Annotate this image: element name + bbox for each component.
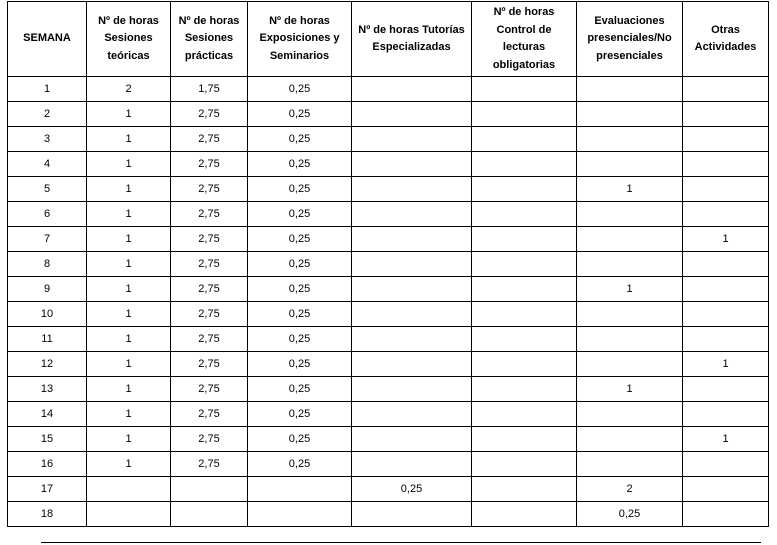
cell-sesiones-teoricas: 1	[87, 202, 171, 227]
cell-sesiones-practicas: 2,75	[171, 227, 248, 252]
cell-control-lecturas	[472, 202, 577, 227]
cell-sesiones-practicas: 2,75	[171, 152, 248, 177]
cell-sesiones-teoricas: 1	[87, 302, 171, 327]
cell-exposiciones-seminarios: 0,25	[248, 102, 352, 127]
cell-otras-actividades: 1	[683, 352, 769, 377]
cell-tutorias-especializadas	[352, 452, 472, 477]
cell-otras-actividades	[683, 177, 769, 202]
cell-evaluaciones: 1	[577, 377, 683, 402]
cell-sesiones-teoricas: 1	[87, 377, 171, 402]
cell-exposiciones-seminarios: 0,25	[248, 352, 352, 377]
cell-sesiones-practicas: 2,75	[171, 327, 248, 352]
cell-control-lecturas	[472, 427, 577, 452]
cell-evaluaciones	[577, 452, 683, 477]
cell-semana: 3	[8, 127, 87, 152]
cell-tutorias-especializadas	[352, 177, 472, 202]
cell-otras-actividades	[683, 477, 769, 502]
table-row	[8, 402, 769, 427]
cell-semana: 17	[8, 477, 87, 502]
cell-tutorias-especializadas	[352, 127, 472, 152]
cell-otras-actividades: 1	[683, 427, 769, 452]
table-row	[8, 452, 769, 477]
cell-otras-actividades	[683, 202, 769, 227]
cell-sesiones-practicas	[171, 502, 248, 527]
table-row	[8, 152, 769, 177]
cell-otras-actividades	[683, 402, 769, 427]
cell-exposiciones-seminarios: 0,25	[248, 327, 352, 352]
cell-semana: 2	[8, 102, 87, 127]
table-row	[8, 177, 769, 202]
cell-sesiones-practicas: 2,75	[171, 102, 248, 127]
cell-otras-actividades	[683, 302, 769, 327]
cell-sesiones-teoricas: 1	[87, 127, 171, 152]
table-row	[8, 377, 769, 402]
cell-sesiones-practicas: 2,75	[171, 277, 248, 302]
cell-semana: 1	[8, 77, 87, 102]
cell-evaluaciones: 1	[577, 177, 683, 202]
cell-control-lecturas	[472, 252, 577, 277]
cell-exposiciones-seminarios: 0,25	[248, 152, 352, 177]
cell-control-lecturas	[472, 377, 577, 402]
cell-control-lecturas	[472, 152, 577, 177]
cell-tutorias-especializadas	[352, 377, 472, 402]
cell-semana: 9	[8, 277, 87, 302]
cell-sesiones-teoricas: 1	[87, 277, 171, 302]
cell-exposiciones-seminarios: 0,25	[248, 452, 352, 477]
cell-evaluaciones	[577, 252, 683, 277]
cell-semana: 11	[8, 327, 87, 352]
cell-semana: 18	[8, 502, 87, 527]
cell-sesiones-practicas: 2,75	[171, 252, 248, 277]
table-row	[8, 427, 769, 452]
cell-sesiones-teoricas: 1	[87, 427, 171, 452]
cell-otras-actividades	[683, 252, 769, 277]
cell-evaluaciones: 1	[577, 277, 683, 302]
cell-control-lecturas	[472, 402, 577, 427]
cell-sesiones-teoricas: 1	[87, 102, 171, 127]
cell-evaluaciones	[577, 227, 683, 252]
cell-otras-actividades	[683, 102, 769, 127]
cell-control-lecturas	[472, 352, 577, 377]
cell-tutorias-especializadas	[352, 227, 472, 252]
cell-semana: 8	[8, 252, 87, 277]
header-evaluaciones: Evaluaciones presenciales/No presenciales	[577, 2, 683, 77]
cell-semana: 16	[8, 452, 87, 477]
cell-evaluaciones	[577, 302, 683, 327]
cell-tutorias-especializadas	[352, 252, 472, 277]
cell-sesiones-teoricas: 1	[87, 252, 171, 277]
cell-semana: 10	[8, 302, 87, 327]
cell-tutorias-especializadas	[352, 302, 472, 327]
table-row	[8, 102, 769, 127]
cell-control-lecturas	[472, 127, 577, 152]
cell-exposiciones-seminarios: 0,25	[248, 302, 352, 327]
cell-evaluaciones	[577, 427, 683, 452]
cell-sesiones-practicas: 2,75	[171, 402, 248, 427]
cell-control-lecturas	[472, 302, 577, 327]
cell-exposiciones-seminarios: 0,25	[248, 227, 352, 252]
cell-control-lecturas	[472, 102, 577, 127]
cell-evaluaciones	[577, 202, 683, 227]
table-row	[8, 477, 769, 502]
cell-semana: 13	[8, 377, 87, 402]
cell-semana: 6	[8, 202, 87, 227]
cell-evaluaciones	[577, 152, 683, 177]
cell-tutorias-especializadas: 0,25	[352, 477, 472, 502]
cell-otras-actividades	[683, 277, 769, 302]
cell-sesiones-practicas: 2,75	[171, 352, 248, 377]
weekly-hours-table	[7, 1, 769, 527]
cell-exposiciones-seminarios	[248, 477, 352, 502]
cell-otras-actividades: 1	[683, 227, 769, 252]
cell-semana: 12	[8, 352, 87, 377]
cell-exposiciones-seminarios: 0,25	[248, 252, 352, 277]
table-row	[8, 502, 769, 527]
cell-exposiciones-seminarios: 0,25	[248, 277, 352, 302]
cell-semana: 5	[8, 177, 87, 202]
cell-tutorias-especializadas	[352, 352, 472, 377]
header-row	[8, 2, 769, 77]
cell-evaluaciones	[577, 102, 683, 127]
table-row	[8, 352, 769, 377]
cell-semana: 7	[8, 227, 87, 252]
cell-otras-actividades	[683, 327, 769, 352]
cell-sesiones-practicas: 1,75	[171, 77, 248, 102]
cell-semana: 14	[8, 402, 87, 427]
cell-otras-actividades	[683, 152, 769, 177]
cell-otras-actividades	[683, 502, 769, 527]
cell-control-lecturas	[472, 77, 577, 102]
cell-sesiones-teoricas	[87, 477, 171, 502]
cell-sesiones-practicas: 2,75	[171, 427, 248, 452]
cell-evaluaciones	[577, 77, 683, 102]
cell-exposiciones-seminarios: 0,25	[248, 377, 352, 402]
cell-tutorias-especializadas	[352, 427, 472, 452]
cell-control-lecturas	[472, 177, 577, 202]
header-tutorias-especializadas: Nº de horas Tutorías Especializadas	[352, 2, 472, 77]
cell-control-lecturas	[472, 277, 577, 302]
cell-sesiones-teoricas: 1	[87, 152, 171, 177]
cell-sesiones-teoricas: 1	[87, 452, 171, 477]
cell-semana: 4	[8, 152, 87, 177]
header-sesiones-teoricas: Nº de horas Sesiones teóricas	[87, 2, 171, 77]
table-row	[8, 302, 769, 327]
cell-evaluaciones	[577, 352, 683, 377]
cell-sesiones-teoricas: 1	[87, 402, 171, 427]
cell-control-lecturas	[472, 327, 577, 352]
cell-control-lecturas	[472, 227, 577, 252]
cell-tutorias-especializadas	[352, 102, 472, 127]
table-row	[8, 277, 769, 302]
cell-exposiciones-seminarios: 0,25	[248, 127, 352, 152]
header-otras-actividades: Otras Actividades	[683, 2, 769, 77]
header-sesiones-practicas: Nº de horas Sesiones prácticas	[171, 2, 248, 77]
header-semana: SEMANA	[8, 2, 87, 77]
cell-exposiciones-seminarios	[248, 502, 352, 527]
cell-exposiciones-seminarios: 0,25	[248, 202, 352, 227]
cell-sesiones-practicas: 2,75	[171, 377, 248, 402]
cell-exposiciones-seminarios: 0,25	[248, 427, 352, 452]
cell-sesiones-practicas: 2,75	[171, 127, 248, 152]
cell-tutorias-especializadas	[352, 502, 472, 527]
cell-evaluaciones: 0,25	[577, 502, 683, 527]
cell-sesiones-teoricas: 1	[87, 177, 171, 202]
cell-semana: 15	[8, 427, 87, 452]
table-row	[8, 127, 769, 152]
cell-sesiones-teoricas: 2	[87, 77, 171, 102]
cell-sesiones-practicas: 2,75	[171, 202, 248, 227]
table-row	[8, 252, 769, 277]
header-control-lecturas: Nº de horas Control de lecturas obligatorias	[472, 2, 577, 77]
cell-exposiciones-seminarios: 0,25	[248, 77, 352, 102]
cell-evaluaciones	[577, 327, 683, 352]
cell-control-lecturas	[472, 477, 577, 502]
cell-evaluaciones	[577, 127, 683, 152]
cell-tutorias-especializadas	[352, 77, 472, 102]
table-body	[8, 77, 769, 527]
cell-sesiones-practicas: 2,75	[171, 302, 248, 327]
cell-exposiciones-seminarios: 0,25	[248, 177, 352, 202]
cell-tutorias-especializadas	[352, 327, 472, 352]
cell-sesiones-practicas	[171, 477, 248, 502]
cell-otras-actividades	[683, 77, 769, 102]
cell-tutorias-especializadas	[352, 277, 472, 302]
cell-otras-actividades	[683, 127, 769, 152]
cell-exposiciones-seminarios: 0,25	[248, 402, 352, 427]
table-row	[8, 202, 769, 227]
cell-otras-actividades	[683, 452, 769, 477]
cell-sesiones-teoricas: 1	[87, 327, 171, 352]
cell-control-lecturas	[472, 502, 577, 527]
cell-tutorias-especializadas	[352, 402, 472, 427]
cell-sesiones-teoricas: 1	[87, 352, 171, 377]
table-row	[8, 77, 769, 102]
bottom-rule	[41, 542, 761, 543]
cell-tutorias-especializadas	[352, 152, 472, 177]
cell-sesiones-practicas: 2,75	[171, 452, 248, 477]
cell-sesiones-teoricas	[87, 502, 171, 527]
cell-evaluaciones	[577, 402, 683, 427]
table-row	[8, 227, 769, 252]
table-row	[8, 327, 769, 352]
cell-tutorias-especializadas	[352, 202, 472, 227]
cell-evaluaciones: 2	[577, 477, 683, 502]
cell-sesiones-practicas: 2,75	[171, 177, 248, 202]
cell-otras-actividades	[683, 377, 769, 402]
cell-control-lecturas	[472, 452, 577, 477]
cell-sesiones-teoricas: 1	[87, 227, 171, 252]
header-exposiciones-seminarios: Nº de horas Exposiciones y Seminarios	[248, 2, 352, 77]
